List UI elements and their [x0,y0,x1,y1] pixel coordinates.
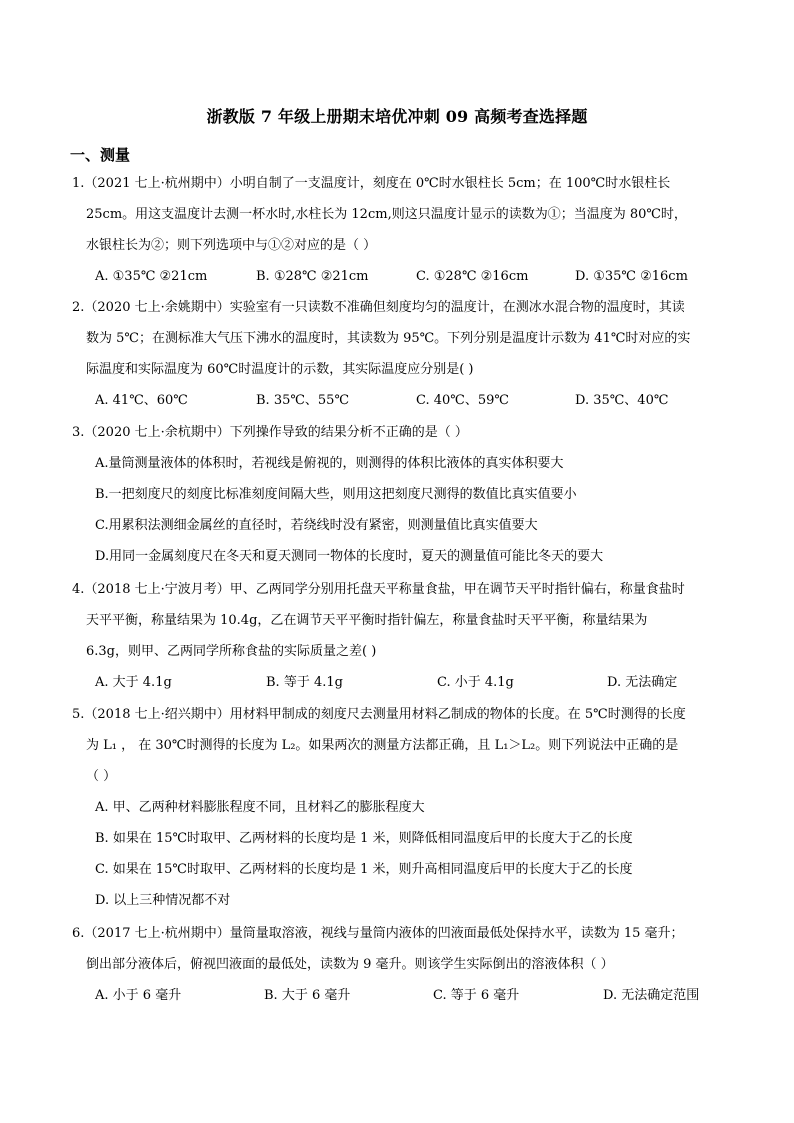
question-6-option-a: A. 小于 6 毫升 [95,988,182,1003]
question-5-line-1: 5.（2018 七上·绍兴期中）用材料甲制成的刻度尺去测量用材料乙制成的物体的长度。在 5℃时测得的长度 [72,707,686,722]
question-3-option-c: C.用累积法测细金属丝的直径时，若绕线时没有紧密，则测量值比真实值要大 [95,518,538,533]
question-1-line-3: 水银柱长为②；则下列选项中与①②对应的是（ ） [86,238,377,253]
question-4-line-3: 6.3g，则甲、乙两同学所称食盐的实际质量之差( ) [86,644,377,659]
question-6-option-d: D. 无法确定范围 [603,988,700,1003]
question-6-line-1: 6.（2017 七上·杭州期中）量筒量取溶液，视线与量筒内液体的凹液面最低处保持水平，读数为 15 毫升； [72,926,684,941]
question-2-line-3: 际温度和实际温度为 60℃时温度计的示数，其实际温度应分别是( ) [86,362,474,377]
question-5-option-a: A. 甲、乙两种材料膨胀程度不同，且材料乙的膨胀程度大 [95,800,425,815]
question-6-line-2: 倒出部分液体后，俯视凹液面的最低处，读数为 9 毫升。则该学生实际倒出的溶液体积（ ） [86,957,614,972]
question-3-option-b: B.一把刻度尺的刻度比标准刻度间隔大些，则用这把刻度尺测得的数值比真实值要小 [95,487,577,502]
question-4-option-a: A. 大于 4.1g [95,675,172,690]
question-4-option-d: D. 无法确定 [607,675,678,690]
question-4-option-b: B. 等于 4.1g [266,675,343,690]
question-6-option-c: C. 等于 6 毫升 [433,988,520,1003]
question-1-option-c: C. ①28℃ ②16cm [416,269,529,284]
question-1-option-a: A. ①35℃ ②21cm [95,269,208,284]
question-1-option-b: B. ①28℃ ②21cm [256,269,369,284]
question-1-option-d: D. ①35℃ ②16cm [575,269,688,284]
question-5-option-d: D. 以上三种情况都不对 [95,893,231,908]
question-3-line-1: 3.（2020 七上·余杭期中）下列操作导致的结果分析不正确的是（ ） [72,425,468,440]
question-5-option-b: B. 如果在 15℃时取甲、乙两材料的长度均是 1 米，则降低相同温度后甲的长度大于乙的长度 [95,831,633,846]
question-6-option-b: B. 大于 6 毫升 [264,988,351,1003]
question-4-option-c: C. 小于 4.1g [437,675,514,690]
document-title: 浙教版 7 年级上册期末培优冲刺 09 高频考查选择题 [206,107,588,126]
question-2-line-1: 2.（2020 七上·余姚期中）实验室有一只读数不准确但刻度均匀的温度计，在测冰水混合物的温度时，其读 [72,300,685,315]
question-2-option-b: B. 35℃、55℃ [256,393,349,408]
question-2-line-2: 数为 5℃；在测标准大气压下沸水的温度时，其读数为 95℃。下列分别是温度计示数为 41℃时对应的实 [86,331,691,346]
question-1-line-2: 25cm。用这支温度计去测一杯水时,水柱长为 12cm,则这只温度计显示的读数为①；当温度为 80℃时， [86,207,687,222]
question-2-option-c: C. 40℃、59℃ [416,393,509,408]
question-2-option-d: D. 35℃、40℃ [575,393,669,408]
question-3-option-a: A.量筒测量液体的体积时，若视线是俯视的，则测得的体积比液体的真实体积要大 [95,456,564,471]
question-4-line-1: 4.（2018 七上·宁波月考）甲、乙两同学分别用托盘天平称量食盐，甲在调节天平时指针偏右，称量食盐时 [72,582,685,597]
question-5-line-3: （ ） [86,769,117,784]
question-4-line-2: 天平平衡，称量结果为 10.4g，乙在调节天平平衡时指针偏左，称量食盐时天平平衡，称量结果为 [86,613,648,628]
question-5-line-2: 为 L₁ ， 在 30℃时测得的长度为 L₂。如果两次的测量方法都正确，且 L₁＞L₂。则下列说法中正确的是 [86,738,679,753]
question-5-option-c: C. 如果在 15℃时取甲、乙两材料的长度均是 1 米，则升高相同温度后甲的长度大于乙的长度 [95,862,633,877]
question-3-option-d: D.用同一金属刻度尺在冬天和夏天测同一物体的长度时，夏天的测量值可能比冬天的要大 [95,549,604,564]
question-1-line-1: 1.（2021 七上·杭州期中）小明自制了一支温度计，刻度在 0℃时水银柱长 5cm；在 100℃时水银柱长 [72,176,671,191]
question-2-option-a: A. 41℃、60℃ [95,393,188,408]
section-heading: 一、测量 [70,146,131,164]
